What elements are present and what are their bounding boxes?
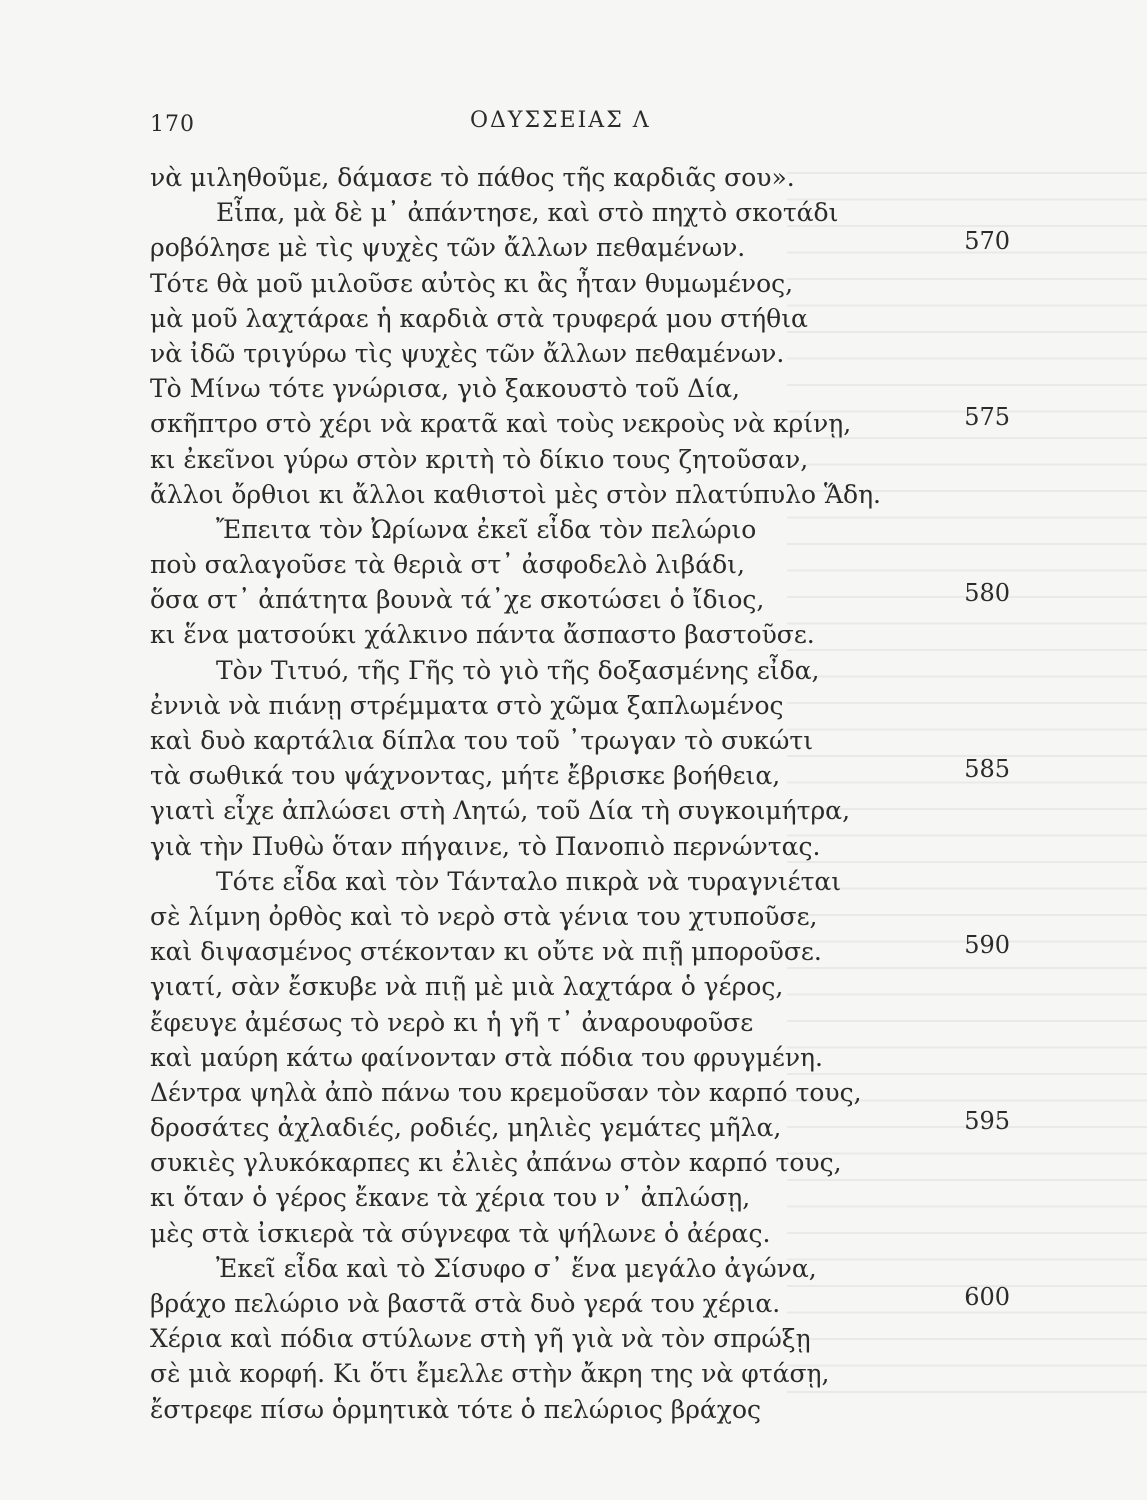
verse-line	[150, 969, 1010, 1004]
verse-line	[150, 1251, 1010, 1286]
verse-line	[150, 1075, 1010, 1110]
verse-text: κι ἐκεῖνοι γύρω στὸν κριτὴ τὸ δίκιο τους ζητοῦσαν,	[150, 444, 809, 474]
verse-text: Ἐκεῖ εἶδα καὶ τὸ Σίσυφο σ᾽ ἕνα μεγάλο ἀγώνα,	[216, 1253, 817, 1283]
verse-lines	[150, 160, 1010, 1427]
verse-text: σὲ μιὰ κορφή. Κι ὅτι ἔμελλε στὴν ἄκρη της νὰ φτάσῃ,	[150, 1359, 830, 1389]
verse-text: καὶ δυὸ καρτάλια δίπλα του τοῦ ᾽τρωγαν τὸ συκώτι	[150, 726, 814, 755]
verse-text: Τότε εἶδα καὶ τὸν Τάνταλο πικρὰ νὰ τυραγνιέται	[216, 866, 842, 896]
verse-text: σκῆπτρο στὸ χέρι νὰ κρατᾶ καὶ τοὺς νεκροὺς νὰ κρίνῃ,	[150, 409, 852, 439]
verse-text: ροβόλησε μὲ τὶς ψυχὲς τῶν ἄλλων πεθαμένων.	[150, 233, 746, 263]
verse-line	[150, 899, 1010, 934]
verse-text: γιατὶ εἶχε ἀπλώσει στὴ Λητώ, τοῦ Δία τὴ συγκοιμήτρα,	[150, 796, 851, 826]
line-number: 580	[964, 579, 1010, 608]
verse-line	[150, 195, 1010, 230]
verse-text: Ἔπειτα τὸν Ὠρίωνα ἐκεῖ εἶδα τὸν πελώριο	[216, 514, 757, 544]
verse-line	[150, 266, 1010, 301]
line-number: 575	[964, 403, 1010, 432]
verse-text: Εἶπα, μὰ δὲ μ᾽ ἀπάντησε, καὶ στὸ πηχτὸ σκοτάδι	[216, 198, 839, 228]
verse-text: Τὸν Τιτυό, τῆς Γῆς τὸ γιὸ τῆς δοξασμένης εἶδα,	[216, 655, 820, 685]
running-head-title: ΟΔΥΣΣΕΙΑΣ Λ	[470, 108, 651, 133]
verse-line	[150, 1392, 1010, 1427]
verse-line	[150, 301, 1010, 336]
verse-text: κι ἕνα ματσούκι χάλκινο πάντα ἄσπαστο βαστοῦσε.	[150, 620, 815, 650]
verse-text: ποὺ σαλαγοῦσε τὰ θεριὰ στ᾽ ἀσφοδελὸ λιβάδι,	[150, 550, 745, 580]
verse-text: σὲ λίμνη ὀρθὸς καὶ τὸ νερὸ στὰ γένια του χτυποῦσε,	[150, 901, 818, 931]
verse-line	[150, 336, 1010, 371]
verse-text: βράχο πελώριο νὰ βαστᾶ στὰ δυὸ γερά του χέρια.	[150, 1289, 781, 1318]
verse-text: Τότε θὰ μοῦ μιλοῦσε αὐτὸς κι ἂς ἦταν θυμωμένος,	[150, 268, 794, 298]
verse-line	[150, 227, 1010, 265]
line-number: 595	[964, 1107, 1010, 1136]
verse-line	[150, 1040, 1010, 1075]
verse-text: Τὸ Μίνω τότε γνώρισα, γιὸ ξακουστὸ τοῦ Δία,	[150, 374, 740, 404]
verse-line	[150, 477, 1010, 512]
verse-text: Δέντρα ψηλὰ ἀπὸ πάνω του κρεμοῦσαν τὸν καρπό τους,	[150, 1077, 862, 1107]
verse-line	[150, 512, 1010, 547]
verse-line	[150, 864, 1010, 899]
verse-line	[150, 829, 1010, 864]
verse-line	[150, 1356, 1010, 1391]
verse-line	[150, 755, 1010, 793]
verse-line	[150, 1321, 1010, 1356]
verse-line	[150, 617, 1010, 652]
verse-line	[150, 1216, 1010, 1251]
verse-line	[150, 403, 1010, 441]
verse-text: τὰ σωθικά του ψάχνοντας, μήτε ἔβρισκε βοήθεια,	[150, 761, 781, 791]
verse-text: δροσάτες ἀχλαδιές, ροδιές, μηλιὲς γεμάτες μῆλα,	[150, 1113, 782, 1143]
verse-text: γιατί, σὰν ἔσκυβε νὰ πιῇ μὲ μιὰ λαχτάρα ὁ γέρος,	[150, 972, 784, 1002]
verse-text: Χέρια καὶ πόδια στύλωνε στὴ γῆ γιὰ νὰ τὸν σπρώξῃ	[150, 1324, 811, 1354]
verse-line	[150, 931, 1010, 969]
verse-line	[150, 547, 1010, 582]
verse-line	[150, 1180, 1010, 1215]
verse-line	[150, 1107, 1010, 1145]
verse-text: καὶ μαύρη κάτω φαίνονταν στὰ πόδια του φρυγμένη.	[150, 1042, 823, 1072]
verse-line	[150, 1145, 1010, 1180]
verse-line	[150, 1283, 1010, 1321]
line-number: 585	[964, 755, 1010, 784]
verse-line	[150, 442, 1010, 477]
page-number: 170	[150, 112, 195, 137]
line-number: 570	[964, 227, 1010, 256]
verse-text: συκιὲς γλυκόκαρπες κι ἐλιὲς ἀπάνω στὸν καρπό τους,	[150, 1148, 842, 1178]
verse-line	[150, 579, 1010, 617]
verse-text: καὶ διψασμένος στέκονταν κι οὔτε νὰ πιῇ μποροῦσε.	[150, 937, 822, 967]
verse-line	[150, 793, 1010, 828]
verse-text: ἄλλοι ὄρθιοι κι ἄλλοι καθιστοὶ μὲς στὸν πλατύπυλο Ἅδη.	[150, 479, 881, 509]
verse-text: ἔστρεφε πίσω ὁρμητικὰ τότε ὁ πελώριος βράχος	[150, 1394, 762, 1424]
verse-text: μὲς στὰ ἰσκιερὰ τὰ σύγνεφα τὰ ψήλωνε ὁ ἀέρας.	[150, 1218, 771, 1248]
verse-line	[150, 1005, 1010, 1040]
line-number: 600	[964, 1283, 1010, 1311]
verse-text: μὰ μοῦ λαχτάραε ἡ καρδιὰ στὰ τρυφερά μου στήθια	[150, 303, 808, 333]
verse-line	[150, 653, 1010, 688]
verse-line	[150, 723, 1010, 758]
verse-text: ὅσα στ᾽ ἀπάτητα βουνὰ τά᾽χε σκοτώσει ὁ ἴδιος,	[150, 585, 765, 615]
verse-text: ἔφευγε ἀμέσως τὸ νερὸ κι ἡ γῆ τ᾽ ἀναρουφοῦσε	[150, 1007, 754, 1037]
verse-line	[150, 371, 1010, 406]
verse-text: νὰ μιληθοῦμε, δάμασε τὸ πάθος τῆς καρδιᾶς σου».	[150, 163, 795, 192]
line-number: 590	[964, 931, 1010, 960]
verse-text: νὰ ἰδῶ τριγύρω τὶς ψυχὲς τῶν ἄλλων πεθαμένων.	[150, 338, 785, 368]
verse-text: κι ὅταν ὁ γέρος ἔκανε τὰ χέρια του ν᾽ ἀπλώσῃ,	[150, 1183, 751, 1213]
verse-text: γιὰ τὴν Πυθὼ ὅταν πήγαινε, τὸ Πανοπιὸ περνώντας.	[150, 831, 821, 861]
verse-text: ἐννιὰ νὰ πιάνῃ στρέμματα στὸ χῶμα ξαπλωμένος	[150, 690, 784, 720]
verse-line	[150, 688, 1010, 723]
verse-line	[150, 160, 1010, 195]
